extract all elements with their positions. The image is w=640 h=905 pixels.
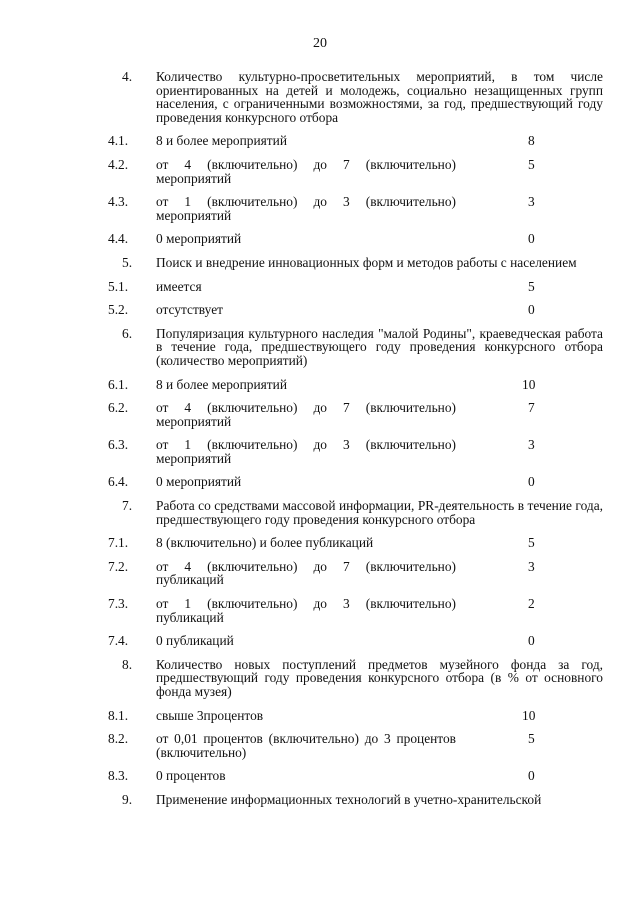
option-score: 5 bbox=[528, 278, 535, 294]
option-row bbox=[108, 280, 603, 294]
criterion-row bbox=[108, 256, 603, 270]
option-score: 0 bbox=[528, 231, 535, 247]
option-number: 4.1. bbox=[108, 133, 129, 149]
option-text: 8 и более мероприятий bbox=[156, 376, 287, 392]
option-number: 7.4. bbox=[108, 633, 129, 649]
option-text: 0 публикаций bbox=[156, 633, 234, 649]
option-number: 8.2. bbox=[108, 731, 129, 747]
criterion-text: Поиск и внедрение инновационных форм и методов работы с населением bbox=[156, 254, 577, 270]
option-row bbox=[108, 303, 603, 317]
option-text: от 4 (включительно) до 7 (включительно) публикаций bbox=[156, 558, 456, 588]
option-row bbox=[108, 732, 603, 759]
option-number: 6.4. bbox=[108, 474, 129, 490]
option-number: 4.4. bbox=[108, 231, 129, 247]
option-row bbox=[108, 475, 603, 489]
criterion-number: 9. bbox=[122, 791, 133, 807]
criterion-text: Количество культурно-просветительных мероприятий, в том числе ориентированных на детей и молодежь, социально незащищенных групп населения, с ограниченными возможностями, за год, предшествующий году проведения конкурсного отбора bbox=[156, 69, 603, 125]
option-score: 0 bbox=[528, 302, 535, 318]
option-score: 0 bbox=[528, 474, 535, 490]
criterion-row bbox=[108, 70, 603, 124]
criterion-row bbox=[108, 499, 603, 526]
option-text: 0 мероприятий bbox=[156, 231, 242, 247]
option-score: 3 bbox=[528, 194, 535, 210]
option-score: 3 bbox=[528, 437, 535, 453]
option-row bbox=[108, 597, 603, 624]
criterion-row bbox=[108, 327, 603, 368]
option-row bbox=[108, 158, 603, 185]
option-score: 10 bbox=[522, 376, 536, 392]
option-text: 8 (включительно) и более публикаций bbox=[156, 535, 374, 551]
criterion-number: 7. bbox=[122, 498, 133, 514]
option-text: от 1 (включительно) до 3 (включительно) публикаций bbox=[156, 596, 456, 625]
option-number: 7.1. bbox=[108, 535, 129, 551]
option-score: 3 bbox=[528, 558, 535, 574]
criterion-number: 6. bbox=[122, 325, 133, 341]
criterion-number: 8. bbox=[122, 656, 133, 672]
criterion-text: Количество новых поступлений предметов музейного фонда за год, предшествующий году проведения конкурсного отбора (в % от основного фонда музея) bbox=[156, 656, 603, 699]
option-row bbox=[108, 401, 603, 428]
option-score: 5 bbox=[528, 156, 535, 172]
option-number: 7.2. bbox=[108, 558, 129, 574]
option-row bbox=[108, 438, 603, 465]
option-row bbox=[108, 195, 603, 222]
criterion-text: Применение информационных технологий в учетно-хранительской bbox=[156, 791, 542, 807]
option-number: 6.3. bbox=[108, 437, 129, 453]
option-row bbox=[108, 560, 603, 587]
option-row bbox=[108, 709, 603, 723]
option-score: 0 bbox=[528, 768, 535, 784]
option-text: 0 процентов bbox=[156, 768, 226, 784]
option-text: от 4 (включительно) до 7 (включительно) мероприятий bbox=[156, 156, 456, 186]
option-text: от 1 (включительно) до 3 (включительно) мероприятий bbox=[156, 194, 456, 223]
option-number: 8.1. bbox=[108, 707, 129, 723]
option-row bbox=[108, 378, 603, 392]
criterion-number: 4. bbox=[122, 69, 133, 84]
criterion-row bbox=[108, 658, 603, 699]
option-score: 10 bbox=[522, 707, 536, 723]
option-number: 4.3. bbox=[108, 194, 129, 210]
criterion-row bbox=[108, 793, 603, 807]
option-row bbox=[108, 769, 603, 783]
option-number: 5.2. bbox=[108, 302, 129, 318]
option-score: 0 bbox=[528, 633, 535, 649]
option-number: 7.3. bbox=[108, 596, 129, 612]
option-score: 7 bbox=[528, 400, 535, 416]
option-number: 8.3. bbox=[108, 768, 129, 784]
option-text: от 0,01 процентов (включительно) до 3 процентов (включительно) bbox=[156, 731, 456, 760]
criteria-list bbox=[108, 70, 603, 817]
option-score: 5 bbox=[528, 731, 535, 747]
option-text: отсутствует bbox=[156, 302, 223, 318]
page-number: 20 bbox=[313, 36, 327, 51]
option-score: 2 bbox=[528, 596, 535, 612]
option-number: 6.2. bbox=[108, 400, 129, 416]
criterion-text: Популяризация культурного наследия "малой Родины", краеведческая работа в течение года, предшествующего году проведения конкурсного отбора (количество мероприятий) bbox=[156, 325, 603, 368]
option-row bbox=[108, 634, 603, 648]
criterion-text: Работа со средствами массовой информации, PR-деятельность в течение года, предшествующего году проведения конкурсного отбора bbox=[156, 498, 603, 527]
option-row bbox=[108, 536, 603, 550]
option-text: от 1 (включительно) до 3 (включительно) мероприятий bbox=[156, 437, 456, 466]
option-row bbox=[108, 232, 603, 246]
option-text: свыше 3процентов bbox=[156, 707, 264, 723]
option-text: имеется bbox=[156, 278, 202, 294]
option-text: от 4 (включительно) до 7 (включительно) мероприятий bbox=[156, 400, 456, 429]
option-row bbox=[108, 134, 603, 148]
option-number: 4.2. bbox=[108, 156, 129, 172]
option-score: 8 bbox=[528, 133, 535, 149]
option-number: 6.1. bbox=[108, 376, 129, 392]
option-number: 5.1. bbox=[108, 278, 129, 294]
criterion-number: 5. bbox=[122, 254, 133, 270]
option-score: 5 bbox=[528, 535, 535, 551]
option-text: 8 и более мероприятий bbox=[156, 133, 287, 149]
option-text: 0 мероприятий bbox=[156, 474, 242, 490]
